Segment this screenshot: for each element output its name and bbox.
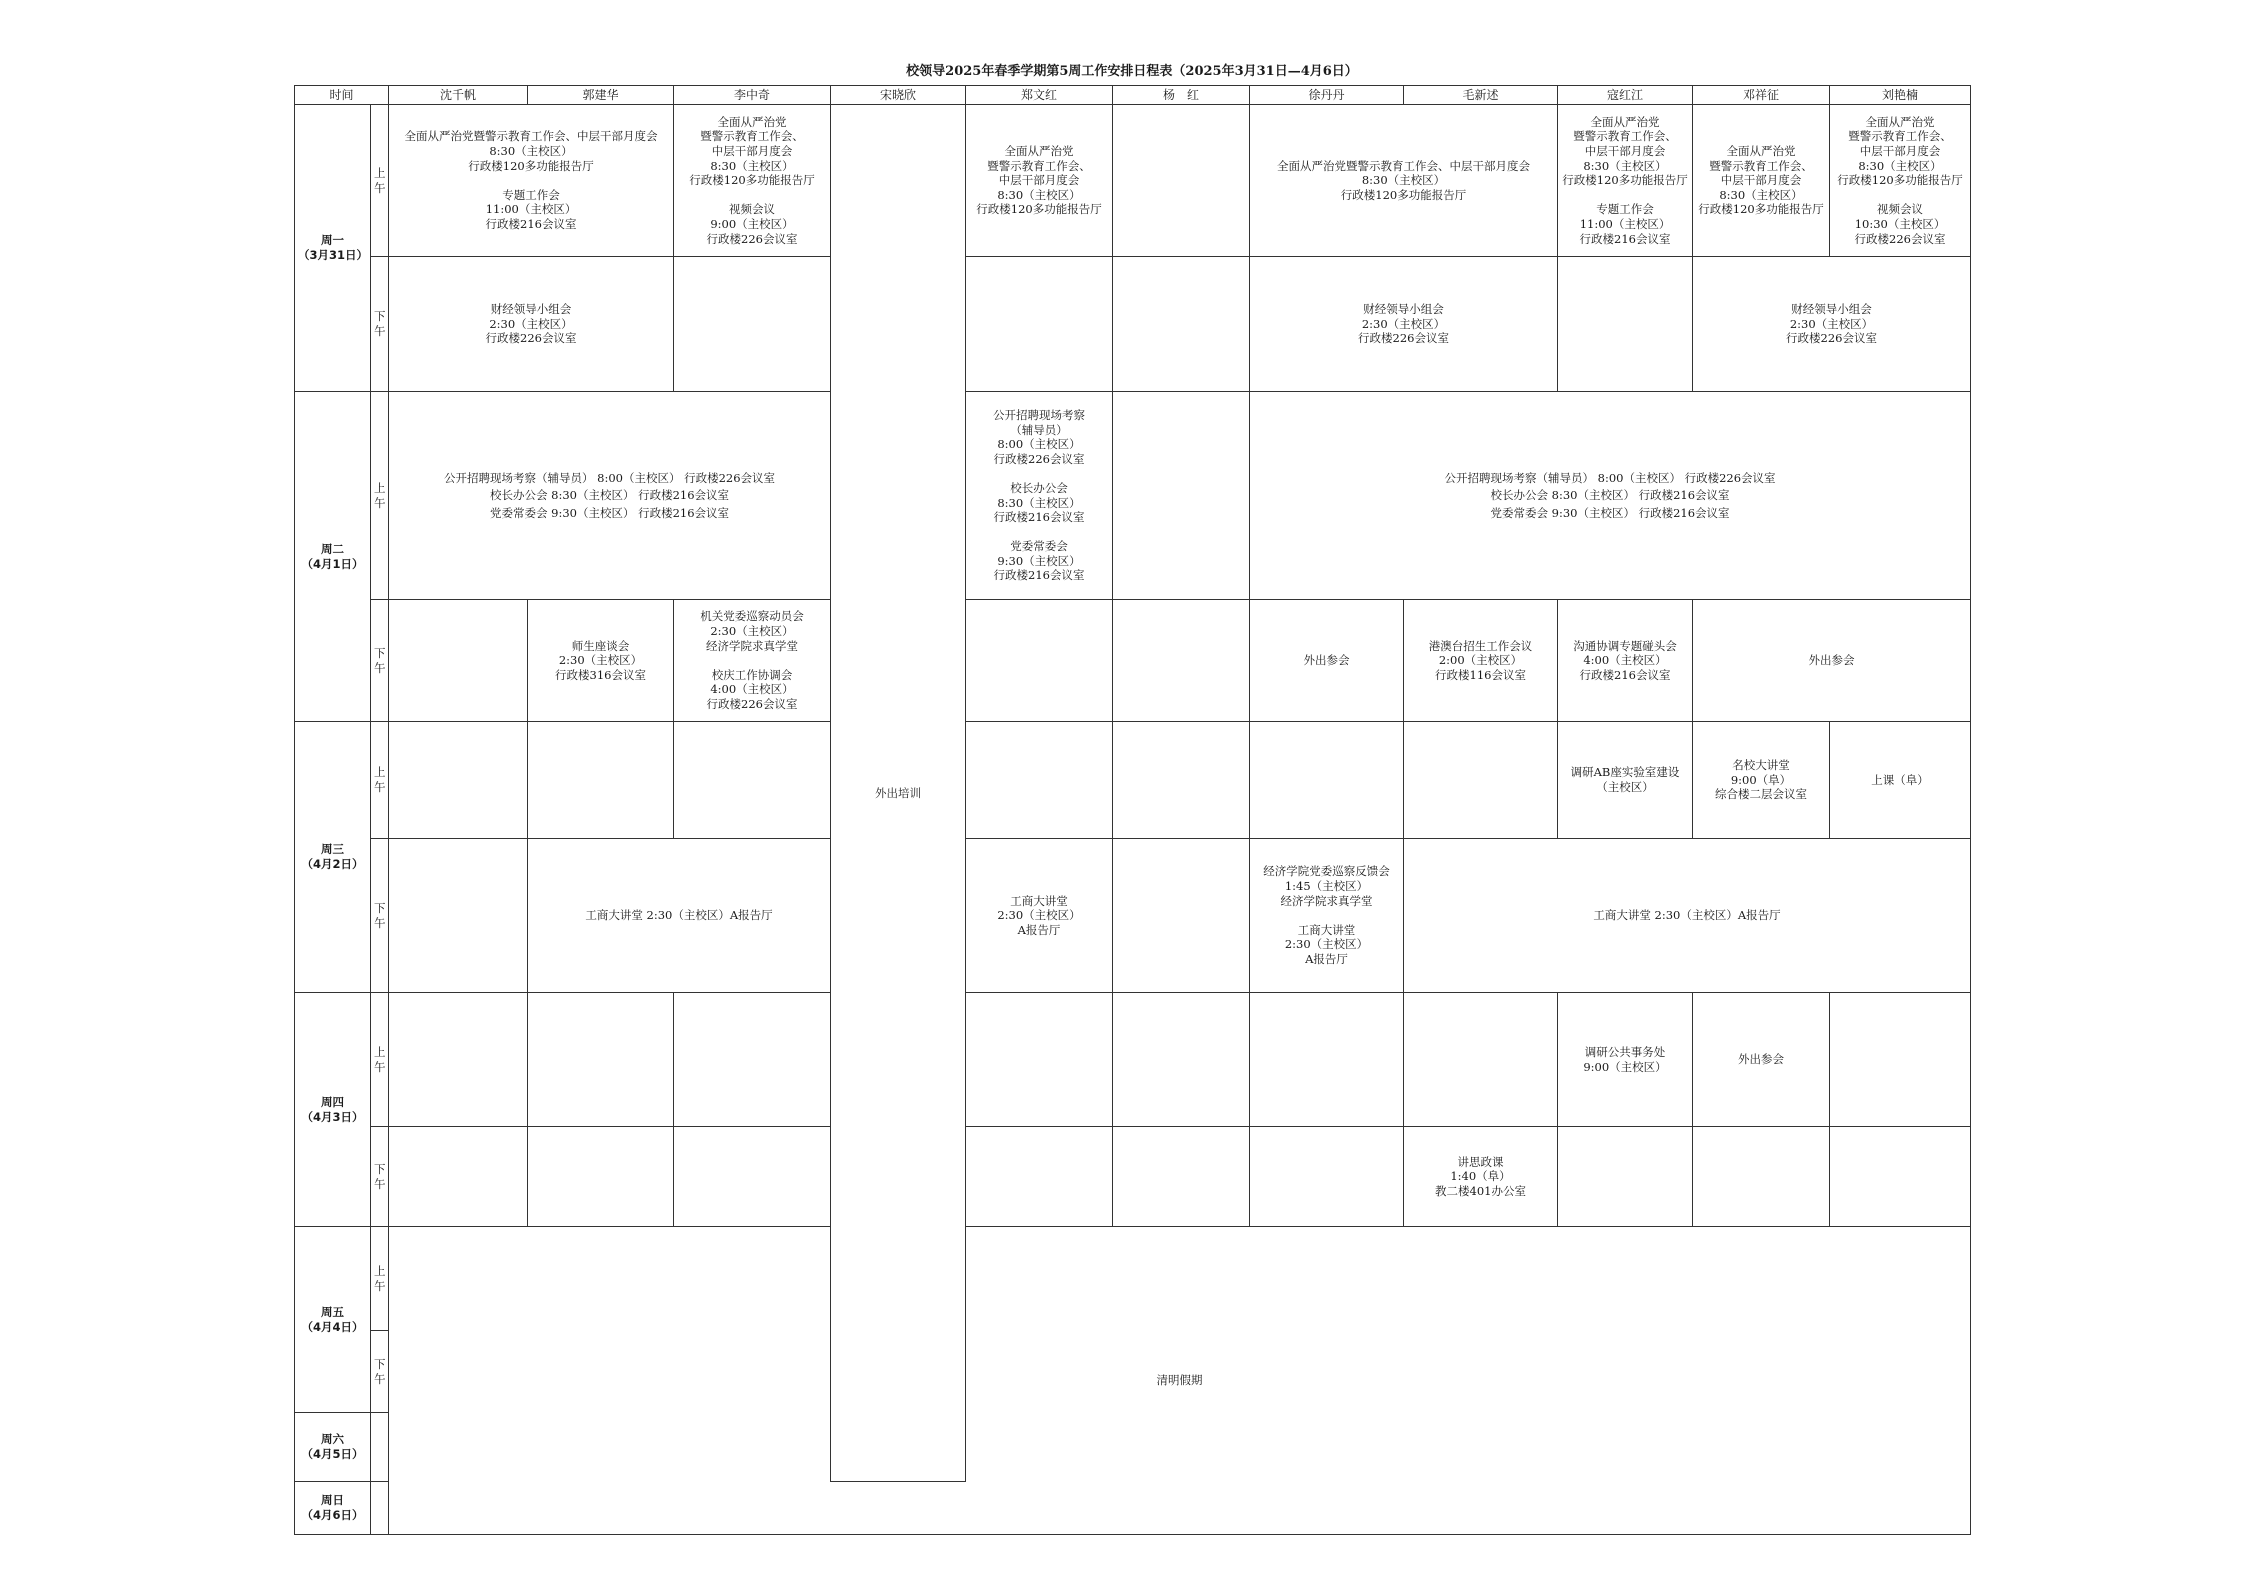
- schedule-cell-empty: [1250, 993, 1404, 1127]
- header-leader: 沈千帆: [389, 86, 528, 105]
- schedule-cell: 外出参会: [1693, 993, 1830, 1127]
- row-tue-pm: [295, 600, 1971, 722]
- schedule-cell: 全面从严治党暨警示教育工作会、中层干部月度会 8:30（主校区） 行政楼120多功能报告厅: [1250, 105, 1558, 257]
- schedule-cell-song: 外出培训: [831, 105, 966, 1482]
- header-leader: 邓祥征: [1693, 86, 1830, 105]
- am-label: 上 午: [371, 722, 389, 839]
- schedule-cell-empty: [1113, 600, 1250, 722]
- schedule-cell: 财经领导小组会 2:30（主校区） 行政楼226会议室: [389, 257, 674, 392]
- header-leader: 毛新述: [1404, 86, 1558, 105]
- schedule-cell: [1250, 392, 1971, 600]
- day-label-sat: 周六 （4月5日）: [295, 1413, 371, 1482]
- schedule-cell: 港澳台招生工作会议 2:00（主校区） 行政楼116会议室: [1404, 600, 1558, 722]
- header-leader: 郭建华: [528, 86, 674, 105]
- schedule-cell-empty: [966, 722, 1113, 839]
- schedule-cell: 全面从严治党 暨警示教育工作会、 中层干部月度会 8:30（主校区） 行政楼120多功能报告厅 视频会议 10:30（主校区） 行政楼226会议室: [1830, 105, 1971, 257]
- schedule-cell: 调研公共事务处 9:00（主校区）: [1558, 993, 1693, 1127]
- schedule-cell: 机关党委巡察动员会 2:30（主校区） 经济学院求真学堂 校庆工作协调会 4:00（主校区） 行政楼226会议室: [674, 600, 831, 722]
- am-label: 上 午: [371, 1227, 389, 1331]
- row-thu-am: [295, 993, 1971, 1127]
- schedule-cell-empty: [1558, 1127, 1693, 1227]
- schedule-cell-empty: [1558, 257, 1693, 392]
- schedule-cell-empty: [674, 257, 831, 392]
- schedule-cell: 上课（阜）: [1830, 722, 1971, 839]
- schedule-cell-empty: [371, 1413, 389, 1482]
- schedule-cell: 全面从严治党暨警示教育工作会、中层干部月度会 8:30（主校区） 行政楼120多功能报告厅 专题工作会 11:00（主校区） 行政楼216会议室: [389, 105, 674, 257]
- day-label-thu: 周四 （4月3日）: [295, 993, 371, 1227]
- schedule-cell-empty: [1830, 1127, 1971, 1227]
- schedule-cell: 沟通协调专题碰头会 4:00（主校区） 行政楼216会议室: [1558, 600, 1693, 722]
- header-leader: 宋晓欣: [831, 86, 966, 105]
- row-tue-am: [295, 392, 1971, 600]
- am-label: 上 午: [371, 392, 389, 600]
- schedule-cell-empty: [389, 1127, 528, 1227]
- schedule-cell-empty: [389, 839, 528, 993]
- pm-label: 下 午: [371, 1331, 389, 1413]
- schedule-cell-empty: [674, 993, 831, 1127]
- schedule-cell-empty: [674, 722, 831, 839]
- row-mon-pm: [295, 257, 1971, 392]
- schedule-cell-empty: [1404, 722, 1558, 839]
- schedule-cell-empty: [371, 1482, 389, 1535]
- schedule-cell: 财经领导小组会 2:30（主校区） 行政楼226会议室: [1693, 257, 1971, 392]
- day-label-fri: 周五 （4月4日）: [295, 1227, 371, 1413]
- row-wed-pm: [295, 839, 1971, 993]
- schedule-line: 党委常委会 9:30（主校区） 行政楼216会议室: [489, 505, 730, 520]
- day-label-wed: 周三 （4月2日）: [295, 722, 371, 993]
- header-leader: 李中奇: [674, 86, 831, 105]
- schedule-cell: 讲思政课 1:40（阜） 教二楼401办公室: [1404, 1127, 1558, 1227]
- schedule-cell: 全面从严治党 暨警示教育工作会、 中层干部月度会 8:30（主校区） 行政楼120多功能报告厅: [966, 105, 1113, 257]
- schedule-cell: 全面从严治党 暨警示教育工作会、 中层干部月度会 8:30（主校区） 行政楼120多功能报告厅 专题工作会 11:00（主校区） 行政楼216会议室: [1558, 105, 1693, 257]
- day-label-sun: 周日 （4月6日）: [295, 1482, 371, 1535]
- schedule-line: 校长办公会 8:30（主校区） 行政楼216会议室: [1490, 488, 1730, 503]
- schedule-cell-empty: [1250, 1127, 1404, 1227]
- schedule-cell: 全面从严治党 暨警示教育工作会、 中层干部月度会 8:30（主校区） 行政楼120多功能报告厅: [1693, 105, 1830, 257]
- schedule-cell: 师生座谈会 2:30（主校区） 行政楼316会议室: [528, 600, 674, 722]
- schedule-cell: 外出参会: [1693, 600, 1971, 722]
- schedule-cell-empty: [966, 257, 1113, 392]
- schedule-cell-empty: [966, 1127, 1113, 1227]
- schedule-cell-empty: [1250, 722, 1404, 839]
- schedule-cell-empty: [1830, 993, 1971, 1127]
- am-label: 上 午: [371, 993, 389, 1127]
- schedule-cell-empty: [1404, 993, 1558, 1127]
- schedule-cell: 工商大讲堂 2:30（主校区） A报告厅: [966, 839, 1113, 993]
- pm-label: 下 午: [371, 839, 389, 993]
- schedule-cell: 工商大讲堂 2:30（主校区）A报告厅: [1404, 839, 1971, 993]
- schedule-cell-empty: [1113, 257, 1250, 392]
- schedule-cell-empty: [674, 1127, 831, 1227]
- schedule-cell: 财经领导小组会 2:30（主校区） 行政楼226会议室: [1250, 257, 1558, 392]
- schedule-cell: 全面从严治党 暨警示教育工作会、 中层干部月度会 8:30（主校区） 行政楼120多功能报告厅 视频会议 9:00（主校区） 行政楼226会议室: [674, 105, 831, 257]
- schedule-line: 党委常委会 9:30（主校区） 行政楼216会议室: [1490, 505, 1730, 520]
- schedule-table: [294, 85, 1971, 1535]
- schedule-line: 公开招聘现场考察（辅导员） 8:00（主校区） 行政楼226会议室: [443, 470, 776, 485]
- header-leader: 郑文红: [966, 86, 1113, 105]
- pm-label: 下 午: [371, 1127, 389, 1227]
- holiday-cell: 清明假期: [389, 1227, 1971, 1535]
- schedule-cell: 经济学院党委巡察反馈会 1:45（主校区） 经济学院求真学堂 工商大讲堂 2:30（主校区） A报告厅: [1250, 839, 1404, 993]
- schedule-cell-empty: [528, 1127, 674, 1227]
- header-leader: 杨 红: [1113, 86, 1250, 105]
- schedule-cell-empty: [1113, 722, 1250, 839]
- row-wed-am: [295, 722, 1971, 839]
- header-leader: 刘艳楠: [1830, 86, 1971, 105]
- schedule-cell-empty: [528, 722, 674, 839]
- header-leader: 寇红江: [1558, 86, 1693, 105]
- schedule-cell: 名校大讲堂 9:00（阜） 综合楼二层会议室: [1693, 722, 1830, 839]
- row-thu-pm: [295, 1127, 1971, 1227]
- schedule-cell-empty: [1113, 105, 1250, 257]
- schedule-cell-empty: [389, 600, 528, 722]
- schedule-cell: 工商大讲堂 2:30（主校区）A报告厅: [528, 839, 831, 993]
- schedule-cell: 公开招聘现场考察 （辅导员） 8:00（主校区） 行政楼226会议室 校长办公会 8:30（主校区） 行政楼216会议室 党委常委会 9:30（主校区） 行政楼216会议室: [966, 392, 1113, 600]
- header-time: 时间: [295, 86, 389, 105]
- schedule-cell-empty: [966, 600, 1113, 722]
- schedule-cell-empty: [1693, 1127, 1830, 1227]
- schedule-cell-empty: [966, 993, 1113, 1127]
- schedule-cell-empty: [528, 993, 674, 1127]
- row-fri-am: [295, 1227, 1971, 1331]
- pm-label: 下 午: [371, 257, 389, 392]
- header-leader: 徐丹丹: [1250, 86, 1404, 105]
- schedule-cell-empty: [389, 993, 528, 1127]
- schedule-cell-empty: [389, 722, 528, 839]
- row-mon-am: [295, 105, 1971, 257]
- day-label-mon: 周一 （3月31日）: [295, 105, 371, 392]
- schedule-cell-empty: [1113, 993, 1250, 1127]
- pm-label: 下 午: [371, 600, 389, 722]
- header-row: [295, 86, 1971, 105]
- schedule-cell-empty: [1113, 1127, 1250, 1227]
- schedule-line: 校长办公会 8:30（主校区） 行政楼216会议室: [489, 488, 730, 503]
- page-title: 校领导2025年春季学期第5周工作安排日程表（2025年3月31日—4月6日）: [906, 64, 1358, 79]
- schedule-cell: 调研AB座实验室建设 （主校区）: [1558, 722, 1693, 839]
- am-label: 上 午: [371, 105, 389, 257]
- schedule-cell: 外出参会: [1250, 600, 1404, 722]
- schedule-cell: [389, 392, 831, 600]
- schedule-cell-empty: [1113, 839, 1250, 993]
- day-label-tue: 周二 （4月1日）: [295, 392, 371, 722]
- schedule-line: 公开招聘现场考察（辅导员） 8:00（主校区） 行政楼226会议室: [1444, 470, 1776, 485]
- schedule-cell-empty: [1113, 392, 1250, 600]
